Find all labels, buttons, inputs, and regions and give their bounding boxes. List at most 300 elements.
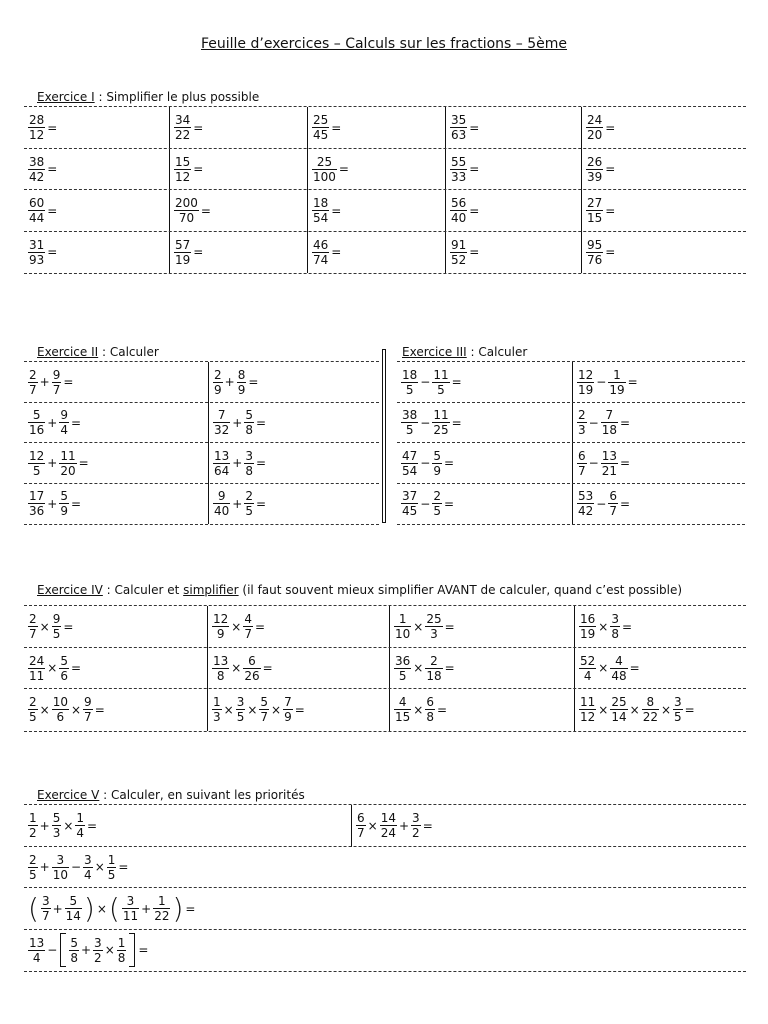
denominator: 64 (214, 463, 230, 478)
expression (576, 489, 631, 518)
operator: × (63, 818, 74, 833)
numerator: 4 (244, 612, 252, 627)
denominator: 12 (580, 710, 596, 725)
equals-sign: = (422, 818, 433, 833)
equals-sign: = (444, 619, 455, 634)
expression (449, 196, 480, 225)
equals-sign: = (451, 415, 462, 430)
numerator: 24 (29, 653, 45, 668)
equals-sign: = (627, 375, 638, 390)
operator: − (47, 943, 58, 958)
equals-sign: = (684, 702, 695, 717)
table-row (397, 483, 745, 526)
column-divider (382, 349, 386, 523)
numerator: 2 (245, 489, 253, 504)
numerator: 38 (29, 154, 45, 169)
equals-sign: = (331, 203, 342, 218)
table-cell (208, 362, 379, 403)
expression (27, 238, 58, 267)
operator: × (104, 943, 115, 958)
equals-sign: = (255, 456, 267, 471)
fraction (213, 368, 223, 397)
table-cell (24, 606, 207, 648)
operator: − (420, 375, 431, 390)
exercise-3-instruction: : Calculer (466, 345, 528, 359)
operator: × (271, 702, 282, 717)
operator: + (398, 818, 410, 833)
expression (173, 155, 204, 184)
equals-sign: = (70, 415, 82, 430)
numerator: 2 (433, 489, 441, 504)
fraction (59, 489, 69, 518)
fraction (83, 695, 93, 724)
table-cell (24, 805, 351, 847)
equals-sign: = (185, 901, 196, 916)
equals-sign: = (451, 375, 462, 390)
operator: − (70, 860, 82, 875)
expression (576, 408, 631, 437)
denominator: 9 (214, 382, 222, 397)
numerator: 11 (433, 408, 449, 423)
fraction (237, 368, 247, 397)
fraction (69, 936, 79, 965)
fraction (244, 489, 254, 518)
parenthesis: ) (172, 891, 184, 925)
numerator: 7 (284, 695, 292, 710)
numerator: 3 (56, 852, 65, 867)
denominator: 44 (29, 211, 45, 226)
equals-sign: = (619, 415, 631, 430)
numerator: 12 (29, 448, 45, 463)
numerator: 1 (613, 367, 621, 382)
denominator: 6 (56, 710, 65, 725)
fraction (577, 449, 587, 478)
table-cell (581, 149, 746, 191)
denominator: 7 (260, 710, 269, 725)
equals-sign: = (605, 162, 616, 177)
denominator: 24 (380, 826, 396, 841)
denominator: 39 (587, 169, 603, 184)
fraction (107, 853, 117, 882)
fraction (52, 811, 62, 840)
equals-sign: = (605, 120, 616, 135)
operator: × (223, 702, 234, 717)
equals-sign: = (443, 496, 455, 511)
equals-sign: = (255, 496, 267, 511)
fraction (608, 368, 625, 397)
denominator: 4 (32, 950, 41, 965)
fraction (41, 894, 51, 923)
numerator: 2 (29, 367, 37, 382)
denominator: 19 (175, 252, 191, 267)
fraction (450, 155, 467, 184)
denominator: 7 (244, 627, 252, 642)
numerator: 4 (398, 695, 407, 710)
denominator: 7 (29, 627, 37, 642)
table-cell (169, 107, 307, 149)
fraction (432, 408, 449, 437)
table-row (24, 483, 379, 526)
table-row (24, 148, 746, 191)
fraction (259, 695, 269, 724)
denominator: 63 (451, 128, 467, 143)
denominator: 25 (433, 423, 449, 438)
table-row (397, 361, 745, 403)
fraction (401, 449, 418, 478)
operator: × (47, 661, 58, 676)
denominator: 7 (609, 504, 617, 519)
expression (27, 612, 74, 641)
exercise-5-title (37, 788, 305, 802)
fraction (28, 612, 38, 641)
denominator: 54 (313, 211, 329, 226)
denominator: 52 (451, 252, 467, 267)
denominator: 9 (433, 463, 441, 478)
table-cell (24, 847, 746, 889)
expression (576, 368, 639, 397)
numerator: 6 (609, 489, 617, 504)
fraction (174, 113, 191, 142)
fraction (28, 113, 45, 142)
equals-sign: = (262, 661, 273, 676)
table-cell (208, 443, 379, 484)
numerator: 9 (52, 367, 61, 382)
numerator: 2 (214, 367, 222, 382)
table-cell (169, 190, 307, 232)
operator: × (39, 702, 50, 717)
exercise-4-title (37, 583, 682, 597)
numerator: 24 (587, 113, 603, 128)
equals-sign: = (469, 120, 480, 135)
exercise-4-instruction-underlined: simplifier (183, 583, 239, 597)
operator: + (39, 375, 50, 390)
equals-sign: = (63, 375, 74, 390)
table-cell (24, 232, 169, 274)
equals-sign: = (63, 619, 74, 634)
numerator: 13 (213, 653, 229, 668)
denominator: 20 (587, 128, 603, 143)
expression (27, 811, 98, 840)
denominator: 5 (107, 867, 116, 882)
fraction (212, 654, 229, 683)
numerator: 3 (126, 894, 135, 909)
operator: × (598, 702, 609, 717)
numerator: 9 (84, 695, 92, 710)
operator: × (413, 619, 424, 634)
table-cell (574, 689, 746, 731)
numerator: 9 (52, 612, 61, 627)
fraction (117, 936, 127, 965)
denominator: 8 (70, 950, 78, 965)
denominator: 3 (578, 423, 586, 438)
table-cell (24, 689, 207, 731)
numerator: 6 (357, 811, 365, 826)
denominator: 4 (76, 826, 85, 841)
numerator: 5 (245, 408, 253, 423)
expression (311, 113, 342, 142)
table-row (24, 402, 379, 444)
numerator: 3 (236, 695, 245, 710)
denominator: 21 (601, 463, 617, 478)
fraction (212, 612, 229, 641)
equals-sign: = (94, 702, 105, 717)
numerator: 1 (107, 852, 116, 867)
fraction (59, 408, 69, 437)
table-cell (397, 403, 572, 444)
numerator: 15 (175, 154, 191, 169)
fraction (174, 196, 199, 225)
denominator: 8 (611, 627, 619, 642)
table-cell (574, 648, 746, 690)
denominator: 8 (216, 668, 225, 683)
expression (173, 113, 204, 142)
expression (578, 695, 696, 724)
equals-sign: = (443, 456, 455, 471)
fraction (83, 853, 93, 882)
fraction (577, 408, 587, 437)
numerator: 35 (451, 113, 467, 128)
fraction (59, 654, 69, 683)
expression (393, 612, 456, 641)
numerator: 5 (32, 408, 41, 423)
numerator: 52 (580, 653, 596, 668)
numerator: 13 (601, 448, 617, 463)
fraction (608, 489, 618, 518)
table-cell (208, 484, 379, 525)
exercise-4-instruction-a: : Calculer et (102, 583, 184, 597)
exercise-3-title (402, 345, 527, 359)
denominator: 5 (245, 504, 253, 519)
fraction (213, 489, 230, 518)
fraction (586, 155, 603, 184)
fraction (28, 368, 38, 397)
equals-sign: = (70, 496, 82, 511)
operator: − (420, 496, 431, 511)
equals-sign: = (436, 702, 448, 717)
table-cell (24, 149, 169, 191)
table-row (397, 402, 745, 444)
denominator: 70 (178, 211, 195, 226)
operator: + (224, 375, 235, 390)
fraction (212, 695, 222, 724)
denominator: 7 (357, 826, 365, 841)
equals-sign: = (47, 120, 58, 135)
numerator: 6 (426, 695, 434, 710)
numerator: 25 (316, 154, 333, 169)
operator: + (47, 496, 58, 511)
table-cell (24, 648, 207, 690)
table-cell (24, 403, 208, 444)
denominator: 7 (41, 909, 50, 924)
numerator: 5 (260, 695, 269, 710)
exercise-2-label: Exercice II (37, 345, 99, 359)
denominator: 11 (29, 668, 45, 683)
denominator: 7 (52, 382, 61, 397)
expression (576, 449, 631, 478)
expression (400, 368, 463, 397)
denominator: 2 (94, 950, 102, 965)
equals-sign: = (469, 162, 480, 177)
table-cell (572, 443, 745, 484)
operator: + (232, 456, 243, 471)
numerator: 31 (29, 237, 45, 252)
denominator: 26 (244, 668, 260, 683)
numerator: 55 (451, 154, 467, 169)
denominator: 45 (313, 128, 329, 143)
numerator: 11 (433, 367, 449, 382)
denominator: 32 (214, 423, 230, 438)
operator: − (588, 456, 599, 471)
equals-sign: = (70, 661, 82, 676)
fraction (28, 811, 38, 840)
fraction (673, 695, 683, 724)
numerator: 8 (646, 695, 655, 710)
table-cell (581, 107, 746, 149)
table-row (24, 605, 746, 648)
table-cell (572, 484, 745, 525)
numerator: 56 (451, 196, 467, 211)
numerator: 9 (60, 408, 68, 423)
operator: × (231, 619, 242, 634)
equals-sign: = (47, 203, 58, 218)
table-row (24, 688, 746, 732)
equals-sign: = (621, 619, 633, 634)
numerator: 53 (578, 489, 594, 504)
fraction (52, 853, 69, 882)
fraction (244, 408, 254, 437)
denominator: 100 (313, 169, 336, 184)
denominator: 5 (29, 867, 37, 882)
fraction (425, 654, 442, 683)
numerator: 17 (29, 489, 45, 504)
table-cell (445, 149, 581, 191)
fraction (610, 654, 627, 683)
fraction (425, 612, 442, 641)
table-cell (24, 930, 746, 972)
fraction (601, 408, 618, 437)
table-cell (208, 403, 379, 444)
denominator: 5 (29, 710, 37, 725)
fraction (586, 196, 603, 225)
denominator: 8 (426, 710, 434, 725)
expression (212, 489, 267, 518)
table-cell (307, 232, 445, 274)
equals-sign: = (469, 203, 480, 218)
table-cell (207, 648, 389, 690)
fraction (28, 695, 38, 724)
numerator: 2 (29, 612, 37, 627)
denominator: 18 (601, 423, 617, 438)
table-row (24, 189, 746, 232)
denominator: 14 (611, 710, 627, 725)
numerator: 25 (611, 695, 627, 710)
expression (27, 489, 82, 518)
equals-sign: = (254, 619, 266, 634)
denominator: 15 (587, 211, 603, 226)
numerator: 7 (605, 408, 614, 423)
numerator: 1 (29, 811, 37, 826)
expression (173, 196, 212, 225)
equals-sign: = (248, 375, 259, 390)
fraction (312, 196, 329, 225)
denominator: 2 (29, 826, 37, 841)
table-cell (24, 107, 169, 149)
fraction (174, 155, 191, 184)
fraction (243, 612, 253, 641)
denominator: 5 (433, 504, 441, 519)
fraction (577, 489, 594, 518)
numerator: 28 (29, 113, 45, 128)
numerator: 14 (380, 811, 396, 826)
fraction (75, 811, 85, 840)
fraction (28, 449, 45, 478)
numerator: 3 (84, 852, 92, 867)
expression (311, 155, 350, 184)
fraction (450, 113, 467, 142)
parenthesis: ( (108, 891, 120, 925)
denominator: 19 (580, 627, 596, 642)
fraction (28, 155, 45, 184)
denominator: 40 (214, 504, 230, 519)
fraction (312, 113, 329, 142)
numerator: 25 (426, 612, 442, 627)
denominator: 22 (175, 128, 191, 143)
numerator: 6 (578, 448, 586, 463)
numerator: 3 (674, 695, 682, 710)
operator: × (598, 619, 609, 634)
operator: × (231, 661, 242, 676)
table-row (397, 442, 745, 484)
fraction (312, 155, 337, 184)
exercise-4-instruction-b: (il faut souvent mieux simplifier AVANT de calculer, quand c’est possible) (238, 583, 683, 597)
numerator: 3 (412, 811, 420, 826)
expression (355, 811, 434, 840)
expression (212, 368, 259, 397)
numerator: 4 (615, 653, 623, 668)
denominator: 5 (437, 382, 445, 397)
denominator: 93 (29, 252, 45, 267)
expression (27, 449, 90, 478)
expression (311, 196, 342, 225)
table-row (24, 804, 746, 847)
exercise-4-label: Exercice IV (37, 583, 103, 597)
denominator: 19 (609, 382, 625, 397)
equals-sign: = (255, 415, 267, 430)
denominator: 2 (412, 826, 420, 841)
operator: + (52, 901, 63, 916)
expression (212, 408, 267, 437)
expression (27, 368, 74, 397)
numerator: 12 (578, 367, 594, 382)
fraction (28, 408, 45, 437)
bracket (60, 933, 66, 967)
denominator: 36 (29, 504, 45, 519)
fraction (356, 811, 366, 840)
fraction (28, 654, 45, 683)
table-row (24, 231, 746, 275)
denominator: 22 (642, 710, 658, 725)
numerator: 37 (402, 489, 418, 504)
denominator: 7 (578, 463, 586, 478)
numerator: 7 (217, 408, 226, 423)
page-title: Feuille d’exercices – Calculs sur les fractions – 5ème (200, 36, 568, 52)
operator: × (413, 702, 424, 717)
fraction (52, 695, 69, 724)
operator: × (247, 702, 258, 717)
operator: × (39, 619, 50, 634)
equals-sign: = (605, 245, 616, 260)
denominator: 48 (611, 668, 627, 683)
